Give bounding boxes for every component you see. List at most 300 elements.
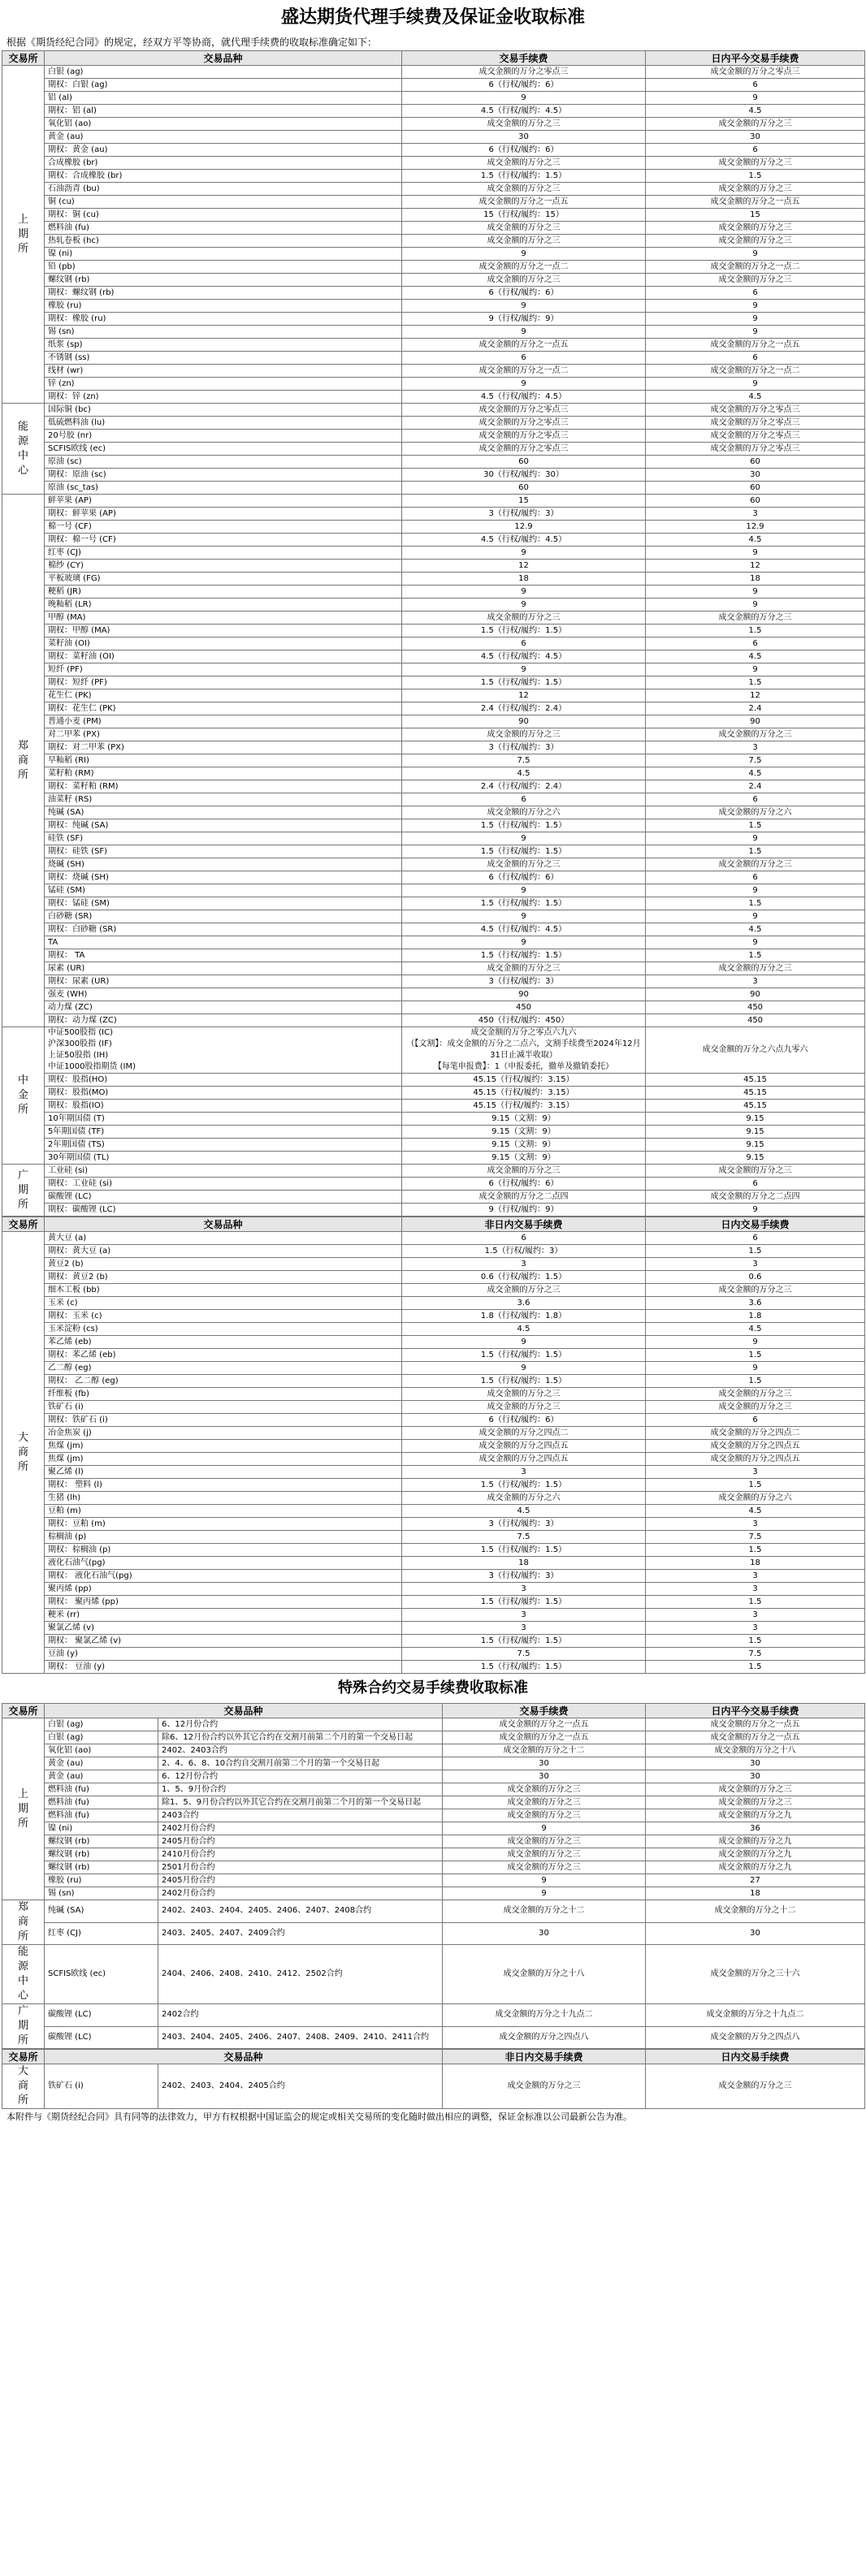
contract-name: 铁矿石 (i) [45,1401,402,1414]
intraday-fee: 7.5 [646,1648,865,1661]
contract-name: 期权：对二甲苯 (PX) [45,741,402,754]
intraday-fee: 成交金额的万分之三 [646,858,865,871]
contract-name: 棕榈油 (p) [45,1531,402,1544]
contract-name: 期权： 塑料 (l) [45,1479,402,1492]
trading-fee: 成交金额的万分之零点三 [402,404,646,417]
trading-fee: 1.5（行权/履约：1.5） [402,819,646,832]
intraday-fee: 9 [646,248,865,261]
header-cell: 交易手续费 [402,51,646,66]
exchange-cell: 上 期 所 [2,66,45,404]
table-row [2,728,865,741]
intraday-fee: 成交金额的万分之三 [646,1284,865,1297]
trading-fee: 1.5（行权/履约：1.5） [402,170,646,183]
intraday-fee: 成交金额的万分之二点四 [646,1191,865,1204]
intraday-fee: 4.5 [646,391,865,404]
contract-name: 期权：铁矿石 (i) [45,1414,402,1427]
intraday-fee: 27 [646,1874,865,1887]
contract-name: 期权：螺纹钢 (rb) [45,287,402,300]
contract-months: 2402、2403合约 [158,1744,443,1757]
contract-name: 锡 (sn) [45,326,402,339]
contract-name: 期权：玉米 (c) [45,1310,402,1323]
intraday-fee: 18 [646,573,865,586]
contract-months: 2402、2403、2404、2405、2406、2407、2408合约 [158,1900,443,1923]
contract-months: 2410月份合约 [158,1848,443,1861]
intraday-fee: 3 [646,1622,865,1635]
intraday-fee: 30 [646,1770,865,1783]
contract-name: 工业硅 (si) [45,1165,402,1178]
contract-name: 期权：豆粕 (m) [45,1518,402,1531]
intraday-fee: 1.5 [646,897,865,910]
intraday-fee: 6 [646,871,865,884]
table-row [2,144,865,157]
intraday-fee: 2.4 [646,780,865,793]
trading-fee: 2.4（行权/履约：2.4） [402,780,646,793]
intraday-fee: 0.6 [646,1271,865,1284]
intro-text: 根据《期货经纪合同》的规定，经双方平等协商，就代理手续费的收取标准确定如下： [6,37,378,48]
intraday-fee: 成交金额的万分之三 [646,1783,865,1796]
contract-name: 碳酸锂 (LC) [45,2026,158,2049]
trading-fee: 7.5 [402,1648,646,1661]
contract-name: 30年期国债 (TL) [45,1152,402,1165]
intraday-fee: 成交金额的万分之一点二 [646,365,865,378]
intraday-fee: 6 [646,638,865,650]
table-row [2,819,865,832]
intraday-fee: 成交金额的万分之四点五 [646,1453,865,1466]
intraday-fee: 4.5 [646,923,865,936]
trading-fee: 3（行权/履约：3） [402,1570,646,1583]
table-row [2,183,865,196]
table-row [2,339,865,352]
contract-name: 期权：橡胶 (ru) [45,313,402,326]
contract-name: 热轧卷板 (hc) [45,235,402,248]
table-row [2,780,865,793]
trading-fee: 成交金额的万分之三 [402,157,646,170]
intraday-fee: 3 [646,1570,865,1583]
table-row [2,417,865,430]
intraday-fee: 成交金额的万分之一点二 [646,261,865,274]
contract-name: 粳稻 (JR) [45,586,402,599]
contract-name: 期权：黄豆2 (b) [45,1271,402,1284]
table-row [2,1796,865,1809]
contract-name: 豆粕 (m) [45,1505,402,1518]
contract-name: 棉纱 (CY) [45,560,402,573]
trading-fee: 9 [402,936,646,949]
table-row [2,1440,865,1453]
table-row [2,495,865,508]
intraday-fee: 9 [646,910,865,923]
trading-fee: 9 [402,92,646,105]
header-row [2,1217,865,1232]
intraday-fee: 成交金额的万分之零点三 [646,66,865,79]
contract-name: 锌 (zn) [45,378,402,391]
intraday-fee: 成交金额的万分之一点五 [646,339,865,352]
table-row [2,586,865,599]
trading-fee: 成交金额的万分之三 [443,1796,646,1809]
contract-months: 除6、12月份合约以外其它合约在交割月前第二个月的第一个交易日起 [158,1731,443,1744]
trading-fee: 成交金额的万分之零点三 [402,66,646,79]
intraday-fee: 成交金额的万分之三 [646,235,865,248]
table-row [2,1362,865,1375]
header-cell: 交易手续费 [443,1704,646,1718]
trading-fee: 成交金额的万分之零点三 [402,443,646,456]
trading-fee: 9 [443,1822,646,1835]
table-row [2,1635,865,1648]
intraday-fee: 9 [646,1362,865,1375]
table-row [2,2004,865,2027]
intraday-fee: 1.5 [646,1245,865,1258]
contract-name: 纯碱 (SA) [45,1900,158,1923]
trading-fee: 30（行权/履约：30） [402,469,646,482]
intraday-fee: 1.5 [646,845,865,858]
table-row [2,1583,865,1596]
intraday-fee: 3 [646,1583,865,1596]
trading-fee: 9.15（文割：9） [402,1152,646,1165]
contract-name: 冶金焦炭 (j) [45,1427,402,1440]
special-fee-table [2,1703,865,2049]
table-row [2,1466,865,1479]
table-row [2,1027,865,1074]
contract-name: 晚籼稻 (LR) [45,599,402,612]
intraday-fee: 成交金额的万分之十二 [646,1900,865,1923]
trading-fee: 18 [402,573,646,586]
intraday-fee: 9 [646,663,865,676]
contract-name: 期权：锰硅 (SM) [45,897,402,910]
intraday-fee: 90 [646,715,865,728]
table-row [2,2064,865,2109]
table-row [2,1544,865,1557]
contract-name: 期权：苯乙烯 (eb) [45,1349,402,1362]
trading-fee: 成交金额的万分之二点四 [402,1191,646,1204]
table-row [2,391,865,404]
table-row [2,599,865,612]
intraday-fee: 18 [646,1557,865,1570]
intraday-fee: 成交金额的万分之零点三 [646,417,865,430]
contract-months: 2402月份合约 [158,1887,443,1900]
trading-fee: 9 [402,326,646,339]
intraday-fee: 成交金额的万分之九 [646,1835,865,1848]
table-row [2,936,865,949]
contract-months: 2402合约 [158,2004,443,2027]
exchange-cell: 郑 商 所 [2,495,45,1027]
table-row [2,702,865,715]
trading-fee: 成交金额的万分之六 [402,1492,646,1505]
trading-fee: 成交金额的万分之三 [443,1861,646,1874]
trading-fee: 9 [402,378,646,391]
intraday-fee: 成交金额的万分之一点五 [646,1731,865,1744]
table-row [2,79,865,92]
trading-fee: 9 [402,300,646,313]
trading-fee: 3 [402,1258,646,1271]
table-row [2,754,865,767]
intraday-fee: 成交金额的万分之三 [646,1388,865,1401]
trading-fee: 成交金额的万分之三 [402,222,646,235]
contract-name: 白银 (ag) [45,1731,158,1744]
intraday-fee: 1.5 [646,1375,865,1388]
trading-fee: 3 [402,1609,646,1622]
intraday-fee: 1.5 [646,625,865,638]
trading-fee: 3（行权/履约：3） [402,741,646,754]
trading-fee: 成交金额的万分之三 [443,1809,646,1822]
intraday-fee: 18 [646,1887,865,1900]
trading-fee: 6（行权/履约：6） [402,144,646,157]
table-row [2,534,865,547]
contract-name: 油菜籽 (RS) [45,793,402,806]
trading-fee: 9 [402,832,646,845]
contract-name: 期权： 聚丙烯 (pp) [45,1596,402,1609]
header-cell: 交易品种 [45,2050,443,2064]
table-row [2,741,865,754]
footer-note: 本附件与《期货经纪合同》具有同等的法律效力，甲方有权根据中国证监会的规定或相关交易所的变化随时做出相应的调整，保证金标准以公司最新公告为准。 [6,2111,632,2122]
intraday-fee: 6 [646,352,865,365]
intraday-fee: 3 [646,1518,865,1531]
intraday-fee: 成交金额的万分之十八 [646,1744,865,1757]
contract-name: 期权：股指(MO) [45,1087,402,1100]
contract-name: 期权：铜 (cu) [45,209,402,222]
contract-name: 期权： 液化石油气(pg) [45,1570,402,1583]
contract-name: 碳酸锂 (LC) [45,1191,402,1204]
trading-fee: 成交金额的万分之三 [402,858,646,871]
trading-fee: 3.6 [402,1297,646,1310]
intraday-fee: 9 [646,936,865,949]
trading-fee: 成交金额的万分之十八 [443,1945,646,2004]
table-row [2,287,865,300]
intraday-fee: 成交金额的万分之六 [646,1492,865,1505]
intraday-fee: 成交金额的万分之三 [646,962,865,975]
table-row [2,1861,865,1874]
intraday-fee: 2.4 [646,702,865,715]
trading-fee: 3（行权/履约：3） [402,508,646,521]
trading-fee: 成交金额的万分之三 [402,1284,646,1297]
trading-fee: 9（行权/履约：9） [402,1204,646,1217]
table-row [2,1126,865,1139]
trading-fee: 9 [402,547,646,560]
table-row [2,1744,865,1757]
table-row [2,1336,865,1349]
table-row [2,1245,865,1258]
table-row [2,689,865,702]
trading-fee: 3（行权/履约：3） [402,1518,646,1531]
trading-fee: 6 [402,793,646,806]
trading-fee: 7.5 [402,1531,646,1544]
trading-fee: 成交金额的万分之三 [402,728,646,741]
contract-name: 聚乙烯 (l) [45,1466,402,1479]
table-row [2,832,865,845]
intraday-fee: 9 [646,378,865,391]
intraday-fee: 450 [646,1014,865,1027]
table-row [2,248,865,261]
contract-months: 6、12月份合约 [158,1770,443,1783]
table-row [2,1152,865,1165]
table-row [2,196,865,209]
contract-name: 期权：菜籽油 (OI) [45,650,402,663]
intraday-fee: 3 [646,1609,865,1622]
header-cell: 交易品种 [45,1217,402,1232]
contract-name: 铝 (al) [45,92,402,105]
exchange-cell: 广 期 所 [2,1165,45,1217]
trading-fee: 成交金额的万分之十二 [443,1900,646,1923]
table-row [2,274,865,287]
intraday-fee: 成交金额的万分之三十六 [646,1945,865,2004]
table-row [2,1945,865,2004]
intraday-fee: 9 [646,313,865,326]
trading-fee: 成交金额的万分之三 [402,235,646,248]
table-row [2,443,865,456]
table-row [2,170,865,183]
table-row [2,404,865,417]
contract-name: 燃料油 (fu) [45,1809,158,1822]
contract-name: 聚丙烯 (pp) [45,1583,402,1596]
table-row [2,1783,865,1796]
table-row [2,1822,865,1835]
trading-fee: 成交金额的万分之三 [402,612,646,625]
table-row [2,1661,865,1674]
contract-name: 碳酸锂 (LC) [45,2004,158,2027]
intraday-fee: 1.8 [646,1310,865,1323]
contract-name: 燃料油 (fu) [45,1796,158,1809]
intraday-fee: 成交金额的万分之六点九零六 [646,1027,865,1074]
exchange-cell: 能 源 中 心 [2,404,45,495]
intraday-fee: 30 [646,1922,865,1945]
table-row [2,1427,865,1440]
trading-fee: 成交金额的万分之三 [402,1165,646,1178]
table-row [2,1622,865,1635]
contract-name: 期权：黄大豆 (a) [45,1245,402,1258]
trading-fee: 成交金额的万分之一点二 [402,365,646,378]
trading-fee: 成交金额的万分之三 [443,1783,646,1796]
contract-months: 2403、2404、2405、2406、2407、2408、2409、2410、2411合约 [158,2026,443,2049]
trading-fee: 9 [402,663,646,676]
table-row [2,1570,865,1583]
intraday-fee: 9 [646,1204,865,1217]
contract-name: 期权：原油 (sc) [45,469,402,482]
intraday-fee: 9 [646,92,865,105]
contract-name: 平板玻璃 (FG) [45,573,402,586]
table-row [2,1757,865,1770]
trading-fee: 成交金额的万分之三 [443,1848,646,1861]
intraday-fee: 1.5 [646,1596,865,1609]
intraday-fee: 450 [646,1001,865,1014]
intraday-fee: 60 [646,495,865,508]
intraday-fee: 30 [646,131,865,144]
intraday-fee: 45.15 [646,1074,865,1087]
contract-name: 玉米淀粉 (cs) [45,1323,402,1336]
contract-name: 期权： TA [45,949,402,962]
table-row [2,1204,865,1217]
contract-name: 原油 (sc_tas) [45,482,402,495]
table-row [2,1887,865,1900]
contract-name: 生猪 (lh) [45,1492,402,1505]
table-row [2,1258,865,1271]
trading-fee: 1.5（行权/履约：1.5） [402,845,646,858]
table-row [2,1609,865,1622]
table-row [2,92,865,105]
intraday-fee: 成交金额的万分之三 [646,183,865,196]
table-row [2,638,865,650]
contract-name: 原油 (sc) [45,456,402,469]
contract-name: 菜籽粕 (RM) [45,767,402,780]
trading-fee: 成交金额的万分之三 [402,183,646,196]
contract-name: 黄金 (au) [45,1770,158,1783]
contract-name: 鲜苹果 (AP) [45,495,402,508]
intraday-fee: 成交金额的万分之四点五 [646,1440,865,1453]
contract-name: 期权：棕榈油 (p) [45,1544,402,1557]
table-row [2,1165,865,1178]
intraday-fee: 12 [646,560,865,573]
trading-fee: 3 [402,1583,646,1596]
table-row [2,663,865,676]
contract-name: 黄金 (au) [45,1757,158,1770]
trading-fee: 1.5（行权/履约：1.5） [402,1544,646,1557]
table-row [2,1191,865,1204]
table-row [2,1848,865,1861]
header-row [2,2050,865,2064]
intraday-fee: 成交金额的万分之一点五 [646,196,865,209]
contract-name: 玉米 (c) [45,1297,402,1310]
intraday-fee: 1.5 [646,1349,865,1362]
contract-name: 5年期国债 (TF) [45,1126,402,1139]
trading-fee: 6 [402,352,646,365]
contract-name: 烧碱 (SH) [45,858,402,871]
table-row [2,793,865,806]
intraday-fee: 15 [646,209,865,222]
table-row [2,131,865,144]
intraday-fee: 9.15 [646,1152,865,1165]
trading-fee: 12.9 [402,521,646,534]
table-row [2,884,865,897]
contract-name: 苯乙烯 (eb) [45,1336,402,1349]
trading-fee: 45.15（行权/履约：3.15） [402,1074,646,1087]
table-row [2,1232,865,1245]
trading-fee: 成交金额的万分之四点五 [402,1440,646,1453]
table-row [2,235,865,248]
intraday-fee: 1.5 [646,170,865,183]
exchange-cell: 广 期 所 [2,2004,45,2049]
contract-name: SCFIS欧线 (ec) [45,1945,158,2004]
trading-fee: 60 [402,456,646,469]
trading-fee: 9（行权/履约：9） [402,313,646,326]
contract-months: 6、12月份合约 [158,1718,443,1731]
trading-fee: 4.5 [402,767,646,780]
trading-fee: 0.6（行权/履约：1.5） [402,1271,646,1284]
contract-name: 期权：锌 (zn) [45,391,402,404]
contract-months: 1、5、9月份合约 [158,1783,443,1796]
contract-name: 早籼稻 (RI) [45,754,402,767]
contract-name: 期权：黄金 (au) [45,144,402,157]
trading-fee: 成交金额的万分之十九点二 [443,2004,646,2027]
intraday-fee: 1.5 [646,1661,865,1674]
contract-months: 2402月份合约 [158,1822,443,1835]
table-row [2,209,865,222]
table-row [2,1139,865,1152]
trading-fee: 45.15（行权/履约：3.15） [402,1087,646,1100]
header-cell: 交易品种 [45,51,402,66]
intraday-fee: 3 [646,1258,865,1271]
table-row [2,1388,865,1401]
intraday-fee: 9 [646,832,865,845]
intraday-fee: 成交金额的万分之六 [646,806,865,819]
contract-name: 螺纹钢 (rb) [45,1835,158,1848]
trading-fee: 15 [402,495,646,508]
trading-fee: 1.5（行权/履约：1.5） [402,897,646,910]
contract-name: SCFIS欧线 (ec) [45,443,402,456]
table-row [2,326,865,339]
contract-name: 乙二醇 (eg) [45,1362,402,1375]
contract-name: 螺纹钢 (rb) [45,1861,158,1874]
intraday-fee: 成交金额的万分之零点三 [646,430,865,443]
exchange-cell: 上 期 所 [2,1718,45,1900]
contract-months: 2405月份合约 [158,1835,443,1848]
contract-name: 镍 (ni) [45,1822,158,1835]
